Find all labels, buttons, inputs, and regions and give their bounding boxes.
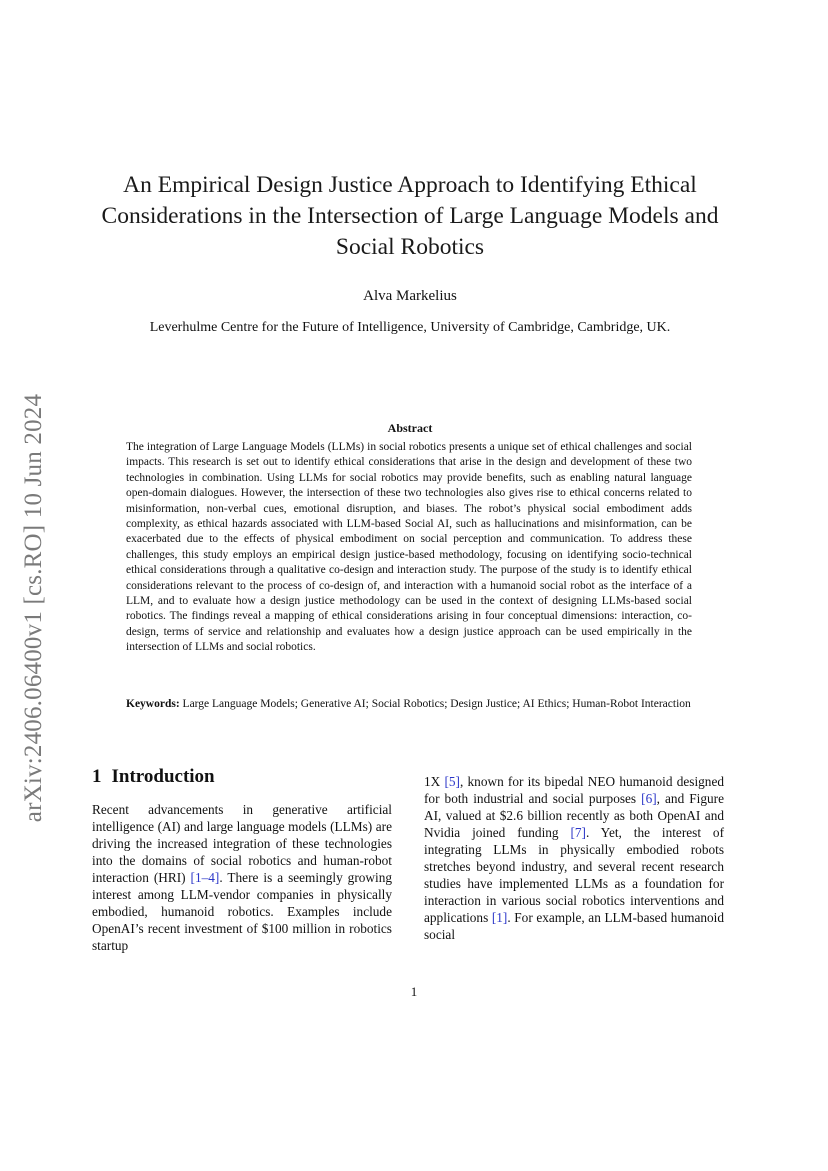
intro-right-text-5: . For example, an LLM-based humanoid social <box>424 910 724 942</box>
page-number: 1 <box>410 984 418 999</box>
arxiv-identifier-stamp <box>14 368 54 848</box>
intro-paragraph-left <box>92 801 392 954</box>
citation-link[interactable]: [5] <box>444 774 460 789</box>
abstract-text: The integration of Large Language Models (LLMs) in social robotics presents a unique set of ethical challenges and social impacts. This research is set out to identify ethical considerations that arise in the design and development of these two technologies in combination. Using LLMs for social robotics may provide benefits, such as enabling natural language open-domain dialogues. However, the intersection of these two technologies also gives rise to ethical concerns related to misinformation, non-verbal cues, emotional disruption, and biases. The robot’s physical social embodiment adds complexity, as ethical hazards associated with LLM-based Social AI, such as hallucinations and misinformation, can be exacerbated due to the effects of physical embodiment on social perception and communication. To address these challenges, this study employs an empirical design justice-based methodology, focusing on identifying socio-technical ethical considerations through a qualitative co-design and interaction study. The purpose of the study is to identify ethical considerations relevant to the process of co-design of, and interaction with a humanoid social robot as the interface of a LLM, and to evaluate how a design justice methodology can be used in the context of designing LLMs-based social robotics. The findings reveal a mapping of ethical considerations arising in four conceptual dimensions: interaction, co-design, terms of service and relationship and evaluates how a design justice approach can be used empirically in the intersection of LLMs and social robotics. <box>126 441 692 654</box>
intro-right-text-3: , and Figure AI, valued at $2.6 billion recently as both OpenAI and Nvidia joined funding <box>424 791 724 840</box>
intro-left-text-1: Recent advancements in generative artificial intelligence (AI) and large language models (LLMs) are driving the increased integration of these technologies into the domains of social robotics and human-robot interaction (HRI) <box>92 802 392 885</box>
citation-link[interactable]: [6] <box>641 791 657 806</box>
intro-paragraph-right <box>424 773 724 943</box>
paper-title: An Empirical Design Justice Approach to Identifying Ethical Considerations in the Intersection of Large Language Models and Social Robotics <box>101 172 719 260</box>
author-name: Alva Markelius <box>363 288 457 304</box>
author-affiliation: Leverhulme Centre for the Future of Intelligence, University of Cambridge, Cambridge, UK. <box>149 320 671 335</box>
section-heading-introduction <box>92 766 215 788</box>
keywords-line <box>126 697 692 712</box>
intro-right-text-1: 1X <box>424 774 445 789</box>
keywords-text: Large Language Models; Generative AI; Social Robotics; Design Justice; AI Ethics; Human-Robot Interaction <box>182 698 691 710</box>
intro-left-text-2: . There is a seemingly growing interest among LLM-vendor companies in physically embodied, humanoid robotics. Examples include OpenAI’s recent investment of $100 million in robotics startup <box>92 870 393 953</box>
citation-link[interactable]: [1–4] <box>190 870 220 885</box>
arxiv-identifier-text: arXiv:2406.06400v1 [cs.RO] 10 Jun 2024 <box>20 393 47 823</box>
keywords-label: Keywords: <box>126 698 180 710</box>
intro-right-text-4: . Yet, the interest of integrating LLMs in physically embodied robots stretches beyond industry, and several recent research studies have implemented LLMs as a foundation for interaction in various social robotics interventions and applications <box>424 825 724 925</box>
intro-right-text-2: , known for its bipedal NEO humanoid designed for both industrial and social purposes <box>424 774 724 806</box>
abstract-heading: Abstract <box>387 421 433 435</box>
section-title: Introduction <box>111 766 215 787</box>
citation-link[interactable]: [1] <box>491 910 508 925</box>
citation-link[interactable]: [7] <box>570 825 586 840</box>
section-number: 1 <box>92 766 102 787</box>
